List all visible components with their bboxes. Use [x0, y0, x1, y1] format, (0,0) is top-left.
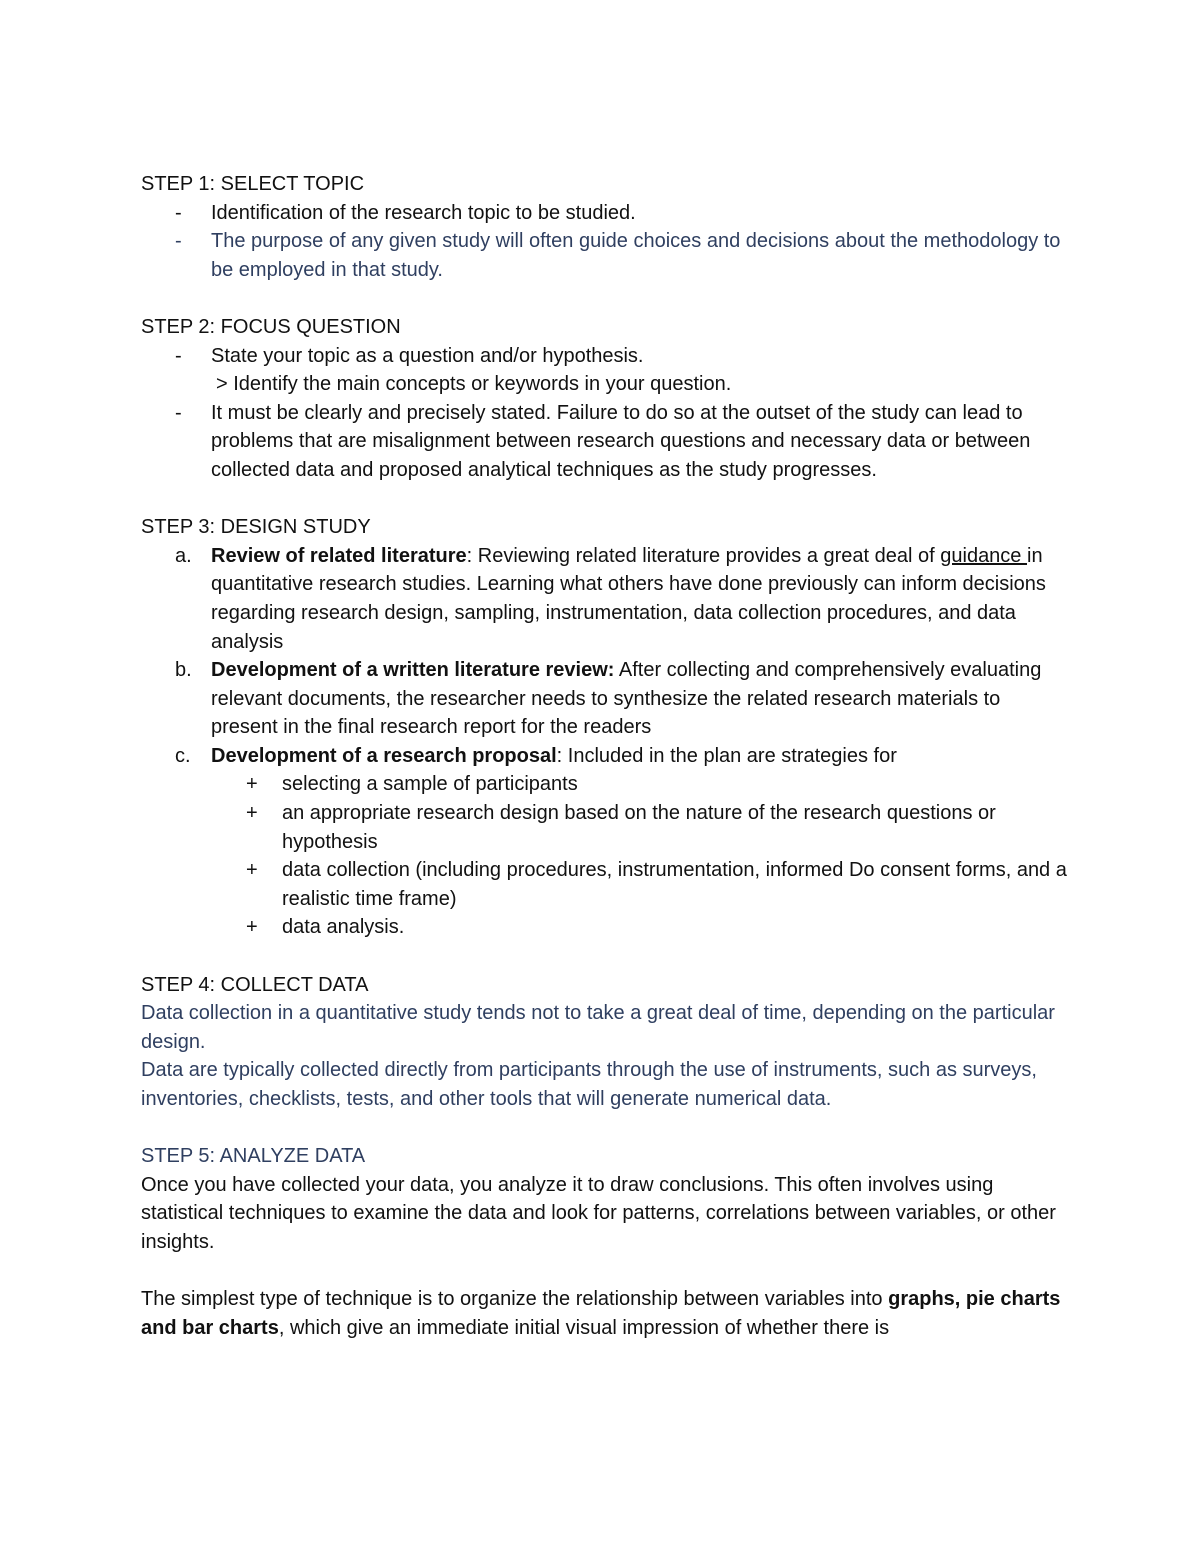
keywords-note: > Identify the main concepts or keywords in your question. [216, 373, 732, 396]
step4-heading: STEP 4: COLLECT DATA [141, 973, 369, 996]
list-item-text: After collecting and comprehensively evaluating relevant documents, the researcher needs to synthesize the related research materials to present in the final research report for the readers [211, 659, 1042, 739]
step5-heading: STEP 5: ANALYZE DATA [141, 1145, 366, 1168]
sub-list-item-text: selecting a sample of participants [282, 773, 578, 796]
bullet-dash: - [175, 401, 182, 424]
step5-paragraph: Once you have collected your data, you analyze it to draw conclusions. This often involves using statistical techniques to examine the data and look for patterns, correlations between variables, or other insights. [141, 1173, 1056, 1253]
step5-paragraph-2 [141, 1285, 1071, 1342]
sub-list-item [141, 856, 1071, 913]
bullet-dash: - [175, 344, 182, 367]
sub-list-item-text: an appropriate research design based on the nature of the research questions or hypothesis [282, 802, 996, 853]
list-item-title: Development of a research proposal [211, 744, 557, 767]
sub-list-item [141, 770, 1071, 799]
list-item-c [141, 742, 1071, 771]
list-item-b [141, 656, 1071, 742]
list-item-a [141, 542, 1071, 656]
list-item-text: The purpose of any given study will often guide choices and decisions about the methodology to be employed in that study. [211, 230, 1061, 281]
list-marker: a. [175, 544, 192, 567]
step4-paragraph: Data are typically collected directly from participants through the use of instruments, such as surveys, inventories, checklists, tests, and other tools that will generate numerical data. [141, 1059, 1037, 1110]
bold-phrase: graphs, pie charts and bar charts [141, 1288, 1061, 1339]
paragraph-text: The simplest type of technique is to organize the relationship between variables into [141, 1288, 889, 1311]
list-item-text: It must be clearly and precisely stated. Failure to do so at the outset of the study can lead to problems that are misalignment between research questions and necessary data or between collected data and proposed analytical techniques as the study progresses. [211, 401, 1031, 481]
bullet-plus: + [246, 859, 258, 882]
list-item-text: : Reviewing related literature provides a great deal of [466, 544, 941, 567]
step2-heading: STEP 2: FOCUS QUESTION [141, 315, 401, 338]
list-item-text: Identification of the research topic to be studied. [211, 201, 636, 224]
sub-list-item [141, 799, 1071, 856]
step1-heading: STEP 1: SELECT TOPIC [141, 173, 365, 195]
list-item [141, 342, 1071, 371]
paragraph-text: , which give an immediate initial visual impression of whether there is [278, 1316, 890, 1339]
step4-paragraph: Data collection in a quantitative study tends not to take a great deal of time, depending on the particular design. [141, 1002, 1055, 1053]
step3-heading: STEP 3: DESIGN STUDY [141, 516, 371, 539]
list-item-text: : Included in the plan are strategies for [556, 744, 897, 767]
list-item-text: in quantitative research studies. Learning what others have done previously can inform decisions regarding research design, sampling, instrumentation, data collection procedures, and data analysis [211, 544, 1046, 653]
list-item-text: State your topic as a question and/or hypothesis. [211, 344, 644, 367]
list-item-title: Review of related literature [211, 544, 467, 567]
list-item [141, 399, 1071, 485]
list-marker: c. [175, 744, 191, 767]
bullet-plus: + [246, 802, 258, 825]
bullet-dash: - [175, 230, 182, 253]
bullet-plus: + [246, 916, 258, 939]
sub-list-item-text: data analysis. [282, 916, 405, 939]
list-item-title: Development of a written literature review: [211, 659, 615, 682]
list-item [141, 199, 1071, 228]
list-item [141, 227, 1071, 284]
guidance-link[interactable]: guidance [940, 544, 1027, 567]
list-marker: b. [175, 659, 192, 682]
bullet-plus: + [246, 773, 258, 796]
bullet-dash: - [175, 201, 182, 224]
sub-list-item [141, 913, 1071, 942]
document-content [141, 170, 1071, 1342]
sub-list-item-text: data collection (including procedures, instrumentation, informed Do consent forms, and a realistic time frame) [282, 859, 1067, 910]
